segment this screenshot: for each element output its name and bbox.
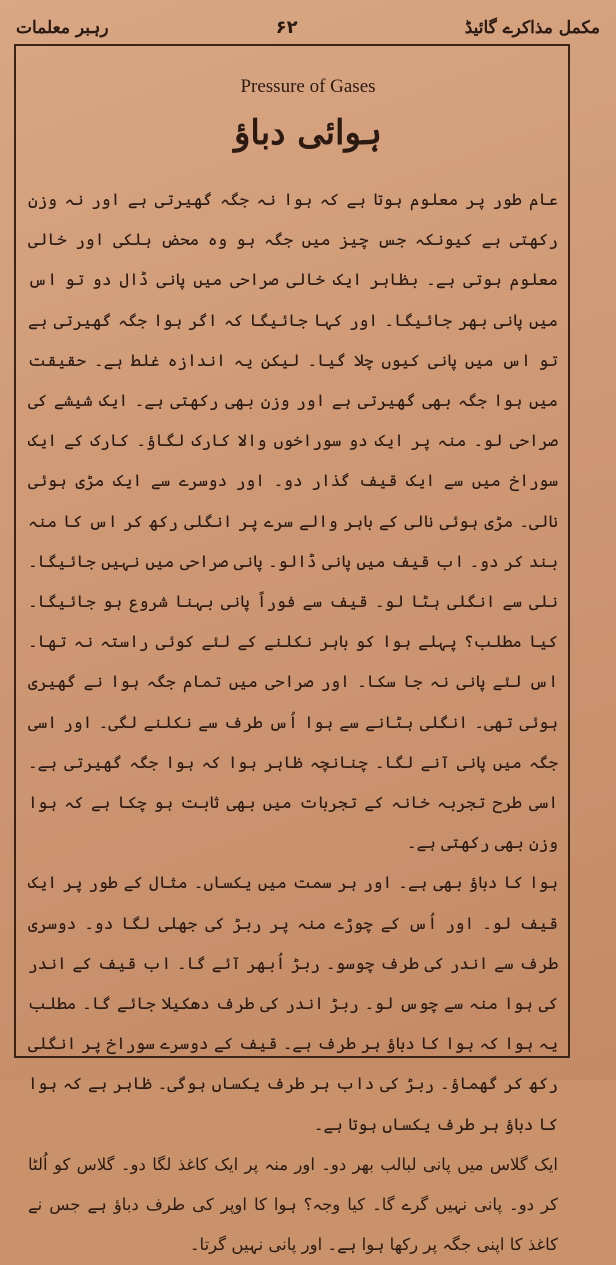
page-number: ۶۲: [275, 16, 298, 38]
article-body: [28, 180, 558, 1255]
paragraph-3: ایک گلاس میں پانی لبالب بھر دو۔ اور منہ پر ایک کاغذ لگا دو۔ گلاس کو اُلٹا کر دو۔ پانی نہیں گرے گا۔ کیا وجہ؟ ہوا کا اوپر کی طرف دباؤ ہے جس نے کاغذ کا اپنی جگہ پر رکھا ہوا ہے۔ اور پانی نہیں گرتا۔: [28, 1154, 558, 1255]
urdu-title: ہوائی دباؤ: [234, 113, 382, 153]
running-header: [16, 12, 600, 42]
header-book-title: مکمل مذاکرے گائیڈ: [464, 17, 600, 38]
header-series-title: رہبر معلمات: [16, 17, 109, 38]
paragraph-1: عام طور پر معلوم ہوتا ہے کہ ہوا نہ جگہ گھیرتی ہے اور نہ وزن رکھتی ہے کیونکہ جس چیز میں جگہ ہو وہ محض ہلکی اور خالی معلوم ہوتی ہے۔ بظاہر ایک خالی صراحی میں پانی ڈال دو تو اس میں پانی بھر جائیگا۔ اور کہا جائیگا کہ اگر ہوا جگہ گھیرتی ہے تو اس میں پانی کیوں چلا گیا۔ لیکن یہ اندازہ غلط ہے۔ حقیقت میں ہوا جگہ بھی گھیرتی ہے اور وزن بھی رکھتی ہے۔ ایک شیشے کی صراحی لو۔ منہ پر ایک دو سوراخوں والا کارک لگاؤ۔ کارک کے ایک سوراخ میں سے ایک قیف گذار دو۔ اور دوسرے سے ایک مڑی ہوئی نالی۔ مڑی ہوئی نالی کے باہر والے سرے پر انگلی رکھ کر اس کا منہ بند کر دو۔ اب قیف میں پانی ڈالو۔ پانی صراحی میں نہیں جائیگا۔ نلی سے انگلی ہٹا لو۔ قیف سے فوراً پانی بہنا شروع ہو جائیگا۔ کیا مطلب؟ پہلے ہوا کو باہر نکلنے کے لئے کوئی راستہ نہ تھا۔ اس لئے پانی نہ جا سکا۔ اور صراحی میں تمام جگہ ہوا نے گھیری ہوئی تھی۔ انگلی ہٹانے سے ہوا اُس طرف سے نکلنے لگی۔ اور اسی جگہ میں پانی آنے لگا۔ چنانچہ ظاہر ہوا کہ ہوا جگہ گھیرتی ہے۔ اسی طرح تجربہ خانہ کے تجربات میں بھی ثابت ہو چکا ہے کہ ہوا وزن بھی رکھتی ہے۔: [28, 190, 558, 853]
english-title: Pressure of Gases: [240, 76, 376, 97]
paragraph-2: ہوا کا دباؤ بھی ہے۔ اور ہر سمت میں یکساں۔ مثال کے طور پر ایک قیف لو۔ اور اُس کے چوڑے منہ پر ربڑ کی جھلی لگا دو۔ دوسری طرف سے اندر کی طرف چوسو۔ ربڑ اُبھر آئے گا۔ اب قیف کے اندر کی ہوا منہ سے چوس لو۔ ربڑ اندر کی طرف دھکیلا جائے گا۔ مطلب یہ ہوا کہ ہوا کا دباؤ ہر طرف ہے۔ قیف کے دوسرے سوراخ پر انگلی رکھ کر گھماؤ۔ ربڑ کی داب ہر طرف یکساں ہوگی۔ ظاہر ہے کہ ہوا کا دباؤ ہر طرف یکساں ہوتا ہے۔: [28, 873, 558, 1134]
